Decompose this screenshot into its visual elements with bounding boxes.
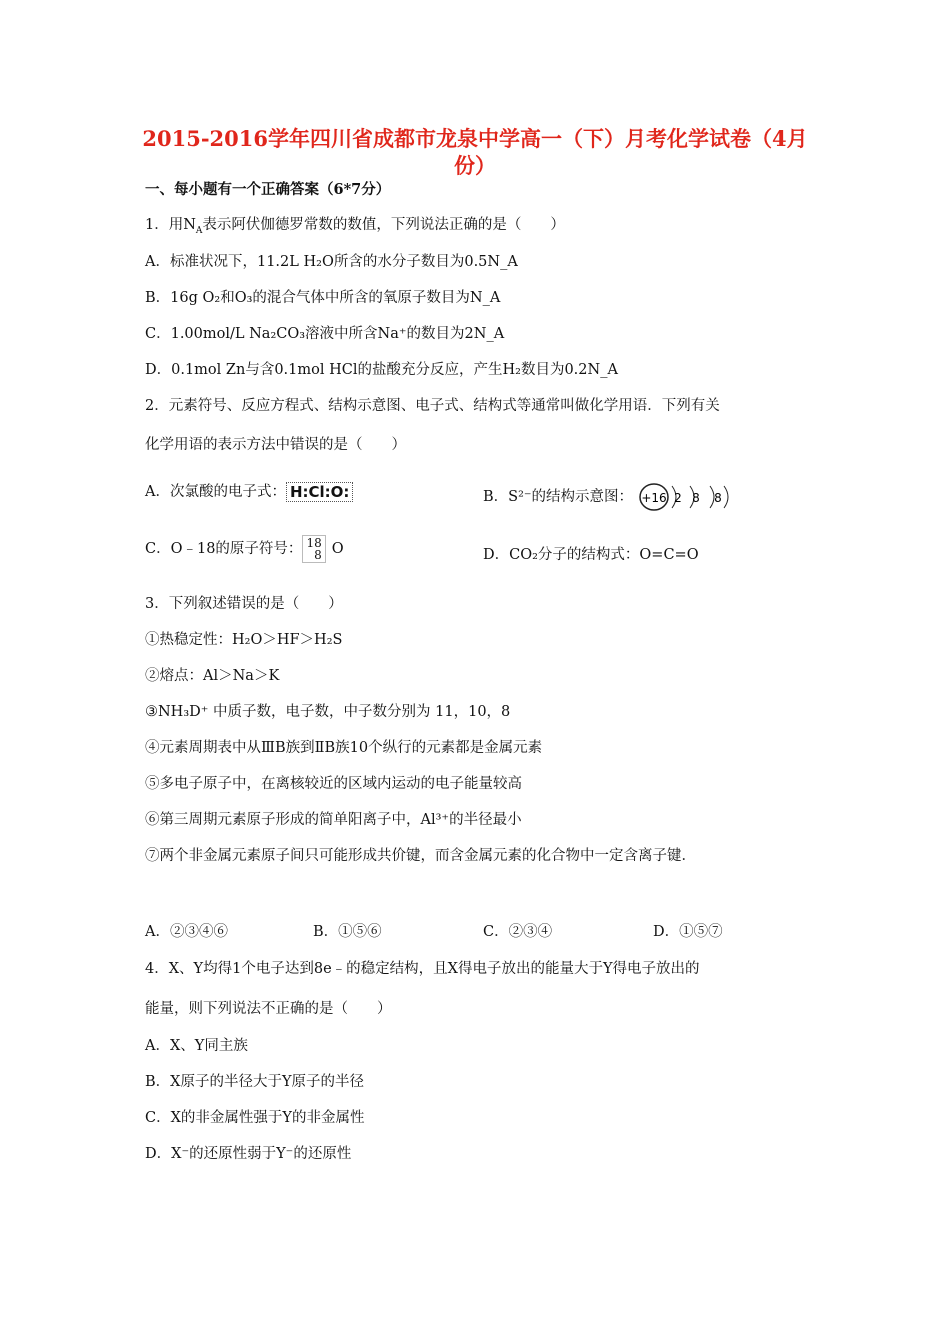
q4-option-d: D．X⁻的还原性弱于Y⁻的还原性 — [145, 1146, 352, 1162]
q3-item-6: ⑥第三周期元素原子形成的简单阳离子中，Al³⁺的半径最小 — [145, 812, 522, 828]
q2-option-d: D．CO₂分子的结构式：O=C=O — [483, 547, 699, 563]
q4-stem-line2: 能量，则下列说法不正确的是（ ） — [145, 1001, 392, 1017]
q2-option-c: C．O﹣18的原子符号： 18 8 O — [145, 536, 344, 562]
q3-item-3: ③NH₃D⁺ 中质子数，电子数，中子数分别为 11，10，8 — [145, 704, 511, 720]
q3-item-7: ⑦两个非金属元素原子间只可能形成共价键，而含金属元素的化合物中一定含离子键． — [145, 848, 696, 864]
q1-option-b: B．16g O₂和O₃的混合气体中所含的氧原子数目为N_A — [145, 290, 501, 306]
section-heading: 一、每小题有一个正确答案（6*7分） — [145, 181, 391, 198]
q4-option-c: C．X的非金属性强于Y的非金属性 — [145, 1110, 365, 1126]
q1-option-c: C．1.00mol/L Na₂CO₃溶液中所含Na⁺的数目为2N_A — [145, 326, 505, 342]
nucleus-charge: +16 — [641, 491, 667, 505]
q3-option-d: D．①⑤⑦ — [653, 924, 723, 940]
sulfide-structure-diagram — [638, 480, 730, 514]
q3-item-5: ⑤多电子原子中，在离核较近的区域内运动的电子能量较高 — [145, 776, 522, 792]
shell-3-electrons: 8 — [713, 491, 722, 505]
q3-option-b: B．①⑤⑥ — [313, 924, 382, 940]
hclo-electron-formula: H:Cl:O: — [286, 482, 353, 502]
q1-option-d: D．0.1mol Zn与含0.1mol HCl的盐酸充分反应，产生H₂数目为0.2N_A — [145, 362, 618, 378]
q2-stem-line2: 化学用语的表示方法中错误的是（ ） — [145, 437, 406, 453]
q2-option-b: B．S²⁻的结构示意图： +16 2 8 8 — [483, 480, 730, 514]
q3-item-4: ④元素周期表中从ⅢB族到ⅡB族10个纵行的元素都是金属元素 — [145, 740, 543, 756]
q1-option-a: A．标准状况下，11.2L H₂O所含的水分子数目为0.5N_A — [145, 254, 518, 270]
page-title: 2015-2016学年四川省成都市龙泉中学高一（下）月考化学试卷（4月份） — [142, 126, 808, 178]
q2-option-a: A．次氯酸的电子式： H:Cl:O: — [145, 480, 353, 502]
q4-option-b: B．X原子的半径大于Y原子的半径 — [145, 1074, 365, 1090]
shell-2-electrons: 8 — [691, 491, 700, 505]
q3-item-2: ②熔点：Al＞Na＞K — [145, 668, 280, 684]
q4-stem-line1: 4．X、Y均得1个电子达到8e﹣的稳定结构，且X得电子放出的能量大于Y得电子放出的 — [145, 961, 700, 977]
q1-stem: 1．用$N_A$表示阿伏伽德罗常数的数值，下列说法正确的是（ ） — [145, 217, 565, 236]
q3-option-a: A．②③④⑥ — [145, 924, 228, 940]
shell-1-electrons: 2 — [673, 491, 682, 505]
q2-stem-line1: 2．元素符号、反应方程式、结构示意图、电子式、结构式等通常叫做化学用语．下列有关 — [145, 398, 720, 414]
q4-option-a: A．X、Y同主族 — [145, 1038, 248, 1054]
q3-option-c: C．②③④ — [483, 924, 553, 940]
nuclide-notation: 18 8 — [302, 535, 325, 563]
q3-item-1: ①热稳定性：H₂O＞HF＞H₂S — [145, 632, 343, 648]
q3-stem: 3．下列叙述错误的是（ ） — [145, 596, 343, 612]
